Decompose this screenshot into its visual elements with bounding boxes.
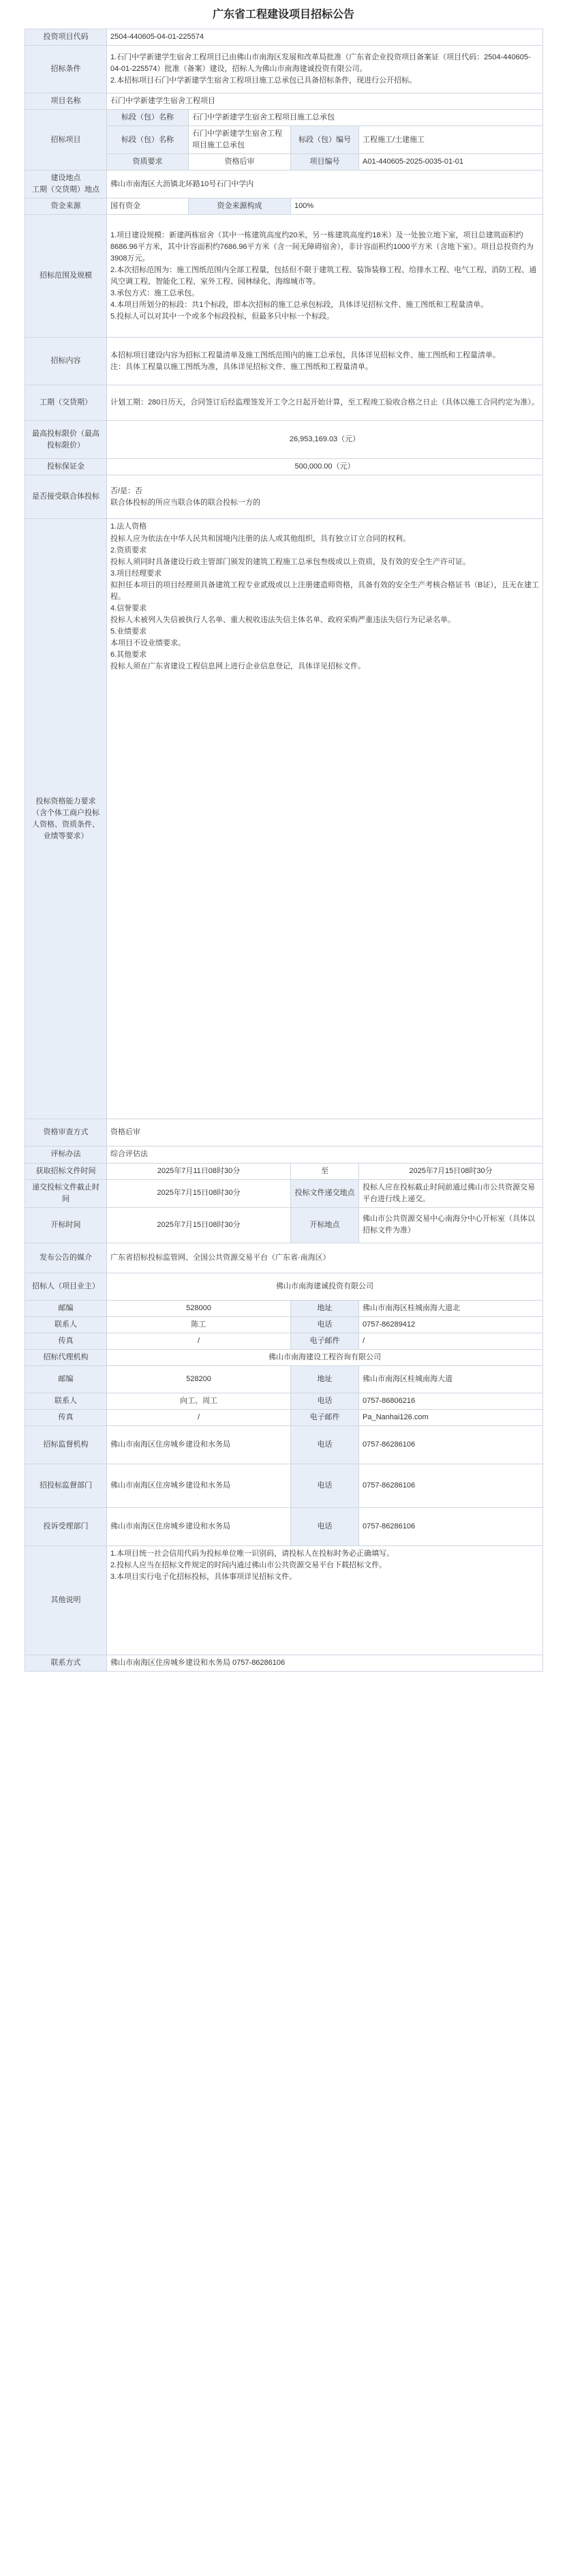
row-location (25, 171, 543, 198)
req-line: 拟担任本项目的项目经理须具备建筑工程专业贰级或以上注册建造师资格，具备有效的安全生产考核合格证书（B证），且无在建工程。 (110, 580, 539, 601)
condition-label: 招标条件 (25, 46, 107, 93)
owner-email-label: 电子邮件 (291, 1333, 359, 1349)
eval-value: 综合评估法 (107, 1146, 543, 1163)
submit-label: 递交投标文件截止时间 (25, 1179, 107, 1207)
owner-zip-label: 邮编 (25, 1300, 107, 1316)
agent-addr: 佛山市南海区桂城南海大道 (359, 1365, 543, 1393)
row-agent-addr (25, 1365, 543, 1393)
section-label: 招标项目 (25, 110, 107, 171)
row-tender (25, 338, 543, 385)
req-line: 投标人须同时具备建设行政主管部门颁发的建筑工程施工总承包叁级或以上资质，及有效的安全生产许可证。 (110, 557, 470, 566)
agent-addr-label: 地址 (291, 1365, 359, 1393)
price-value: 26,953,169.03（元） (107, 421, 543, 459)
union-line: 联合体投标的所应当联合体的联合投标一方的 (110, 498, 260, 507)
row-remark (25, 1545, 543, 1655)
sub-type: 工程施工/土建施工 (359, 126, 543, 154)
bid-section-label: 标段（包）名称 (107, 110, 189, 126)
period-label: 工期（交货期） (25, 385, 107, 421)
remark-content (107, 1545, 543, 1655)
req-line: 6.其他要求 (110, 650, 147, 659)
req-line: 投标人须在广东省建设工程信息网上进行企业信息登记，具体详见招标文件。 (110, 662, 365, 671)
agent-phone-label: 电话 (291, 1393, 359, 1409)
owner-phone: 0757-86289412 (359, 1316, 543, 1333)
req-content (107, 519, 543, 1119)
agent-fax: / (107, 1409, 291, 1425)
law-label: 招投标监督部门 (25, 1464, 107, 1507)
row-get-file (25, 1163, 543, 1179)
row-bid-section (25, 110, 543, 126)
req-label: 投标资格能力要求（含个体工商户投标人资格、资质条件、业绩等要求） (25, 519, 107, 1119)
row-media (25, 1243, 543, 1273)
supervise-phone: 0757-86286106 (359, 1425, 543, 1464)
remark-line: 1.本项目统一社会信用代码为投标单位唯一识别码，请投标人在投标时务必正确填写。 (110, 1549, 395, 1558)
get-file-label: 获取招标文件时间 (25, 1163, 107, 1179)
union-label: 是否接受联合体投标 (25, 475, 107, 519)
location-sub-label: 工期（交货期）地点 (32, 186, 99, 194)
location-label: 建设地点 (50, 174, 81, 183)
row-project-code (25, 29, 543, 46)
announcement-table (25, 29, 543, 1672)
row-open (25, 1207, 543, 1243)
review-value: 资格后审 (107, 1119, 543, 1146)
scope-line: 5.投标人可以对其中一个或多个标段投标，但最多只中标一个标段。 (110, 312, 335, 321)
contact-note-label: 联系方式 (25, 1655, 107, 1671)
open-loc: 佛山市公共资源交易中心南海分中心开标室（具体以招标文件为准） (359, 1207, 543, 1243)
complaint-phone: 0757-86286106 (359, 1507, 543, 1545)
agent-value: 佛山市南海建设工程咨询有限公司 (107, 1349, 543, 1365)
fund-label: 资金来源 (25, 198, 107, 215)
page-title: 广东省工程建设项目招标公告 (212, 8, 354, 20)
row-requirements (25, 519, 543, 1119)
row-scope (25, 215, 543, 338)
row-condition (25, 46, 543, 93)
row-complaint (25, 1507, 543, 1545)
item-code: A01-440605-2025-0035-01-01 (359, 154, 543, 171)
req-line: 3.项目经理要求 (110, 569, 162, 578)
condition-line: 2.本招标项目石门中学新建学生宿舍工程项目施工总承包已具备招标条件，现进行公开招标。 (110, 76, 417, 85)
get-file-to: 至 (291, 1163, 359, 1179)
row-submit (25, 1179, 543, 1207)
owner-value: 佛山市南海建诚投资有限公司 (107, 1273, 543, 1300)
submit-value: 2025年7月15日08时30分 (107, 1179, 291, 1207)
supervise-label: 招标监督机构 (25, 1425, 107, 1464)
req-line: 本项目不设业绩要求。 (110, 638, 185, 647)
row-agent-fax (25, 1409, 543, 1425)
media-label: 发布公告的媒介 (25, 1243, 107, 1273)
req-line: 投标人应为依法在中华人民共和国境内注册的法人或其他组织，具有独立订立合同的权利。 (110, 534, 410, 543)
owner-zip: 528000 (107, 1300, 291, 1316)
open-value: 2025年7月15日08时30分 (107, 1207, 291, 1243)
row-period (25, 385, 543, 421)
fund-ratio-label: 资金来源构成 (189, 198, 291, 215)
price-label: 最高投标限价（最高投标限价） (25, 421, 107, 459)
supervise-value: 佛山市南海区住房城乡建设和水务局 (107, 1425, 291, 1464)
owner-label: 招标人（项目业主） (25, 1273, 107, 1300)
bid-section-name: 石门中学新建学生宿舍工程项目施工总承包 (189, 110, 543, 126)
submit-loc: 投标人应在投标截止时间前通过佛山市公共资源交易平台进行线上递交。 (359, 1179, 543, 1207)
scope-line: 2.本次招标范围为：施工图纸范围内全部工程量，包括但不限于建筑工程、装饰装修工程、给排水工程、电气工程、消防工程、通风空调工程、智能化工程、室外工程、园林绿化、海绵城市等。 (110, 265, 537, 286)
condition-content (107, 46, 543, 93)
get-file-start: 2025年7月11日08时30分 (107, 1163, 291, 1179)
fund-value: 国有资金 (107, 198, 189, 215)
contact-note: 佛山市南海区住房城乡建设和水务局 0757-86286106 (107, 1655, 543, 1671)
row-supervise (25, 1425, 543, 1464)
agent-phone: 0757-86806216 (359, 1393, 543, 1409)
row-agent (25, 1349, 543, 1365)
open-label: 开标时间 (25, 1207, 107, 1243)
row-eval (25, 1146, 543, 1163)
agent-contact: 向工、周工 (107, 1393, 291, 1409)
period-content (107, 385, 543, 421)
project-name: 石门中学新建学生宿舍工程项目 (107, 93, 543, 110)
project-code-label: 投资项目代码 (25, 29, 107, 46)
eval-label: 评标办法 (25, 1146, 107, 1163)
law-value: 佛山市南海区住房城乡建设和水务局 (107, 1464, 291, 1507)
row-contact-note (25, 1655, 543, 1671)
agent-zip: 528200 (107, 1365, 291, 1393)
item-code-label: 项目编号 (291, 154, 359, 171)
remark-label: 其他说明 (25, 1545, 107, 1655)
row-owner-contact (25, 1316, 543, 1333)
review-label: 资格审查方式 (25, 1119, 107, 1146)
req-line: 4.信誉要求 (110, 604, 147, 612)
owner-phone-label: 电话 (291, 1316, 359, 1333)
req-line: 1.法人资格 (110, 522, 147, 531)
tender-line: 本招标项目建设内容为招标工程量清单及施工图纸范围内的施工总承包，具体详见招标文件、施工图纸和工程量清单。 (110, 351, 500, 359)
agent-zip-label: 邮编 (25, 1365, 107, 1393)
row-fund (25, 198, 543, 215)
scope-content (107, 215, 543, 338)
tender-content (107, 338, 543, 385)
req-line: 投标人未被列入失信被执行人名单、重大税收违法失信主体名单、政府采购严重违法失信行为记录名单。 (110, 615, 455, 624)
media-value: 广东省招标投标监管网、全国公共资源交易平台（广东省·南海区） (107, 1243, 543, 1273)
row-owner-fax (25, 1333, 543, 1349)
period-line: 计划工期：280日历天，合同签订后经监理签发开工令之日起开始计算，至工程竣工验收合格之日止（具体以施工合同约定为准）。 (110, 398, 539, 407)
submit-loc-label: 投标文件递交地点 (291, 1179, 359, 1207)
union-line: 否/是：否 (110, 486, 143, 495)
fund-ratio: 100% (291, 198, 543, 215)
scope-line: 1.项目建设规模：新建两栋宿舍（其中一栋建筑高度约20米，另一栋建筑高度约18米）及一处独立地下室，项目总建筑面积约8686.96平方米，其中计容面积约7686.96平方米（含一间无障碍宿舍），非计容面积约1000平方米（含地下室）。项目总投资约为3908万元。 (110, 231, 534, 263)
supervise-phone-label: 电话 (291, 1425, 359, 1464)
union-content (107, 475, 543, 519)
law-phone-label: 电话 (291, 1464, 359, 1507)
row-owner-addr (25, 1300, 543, 1316)
owner-email: / (359, 1333, 543, 1349)
agent-email-label: 电子邮件 (291, 1409, 359, 1425)
get-file-end: 2025年7月15日08时30分 (359, 1163, 543, 1179)
row-union (25, 475, 543, 519)
owner-contact-label: 联系人 (25, 1316, 107, 1333)
scope-line: 4.本项目所划分的标段：共1个标段，即本次招标的施工总承包标段，具体详见招标文件、施工图纸和工程量清单。 (110, 301, 489, 310)
qual-value: 资格后审 (189, 154, 291, 171)
bid-content-label: 标段（包）名称 (107, 126, 189, 154)
remark-line: 3.本项目实行电子化招标投标，具体事项详见招标文件。 (110, 1573, 297, 1582)
agent-label: 招标代理机构 (25, 1349, 107, 1365)
scope-label: 招标范围及规模 (25, 215, 107, 338)
row-review (25, 1119, 543, 1146)
req-line: 5.业绩要求 (110, 627, 147, 636)
agent-email: Pa_Nanhai126.com (359, 1409, 543, 1425)
complaint-phone-label: 电话 (291, 1507, 359, 1545)
req-line: 2.资质要求 (110, 546, 147, 554)
row-law (25, 1464, 543, 1507)
complaint-value: 佛山市南海区住房城乡建设和水务局 (107, 1507, 291, 1545)
row-deposit (25, 459, 543, 475)
owner-fax: / (107, 1333, 291, 1349)
complaint-label: 投诉受理部门 (25, 1507, 107, 1545)
remark-line: 2.投标人应当在招标文件规定的时间内通过佛山市公共资源交易平台下载招标文件。 (110, 1560, 387, 1569)
tender-label: 招标内容 (25, 338, 107, 385)
tender-line: 注：具体工程量以施工图纸为准，具体详见招标文件、施工图纸和工程量清单。 (110, 362, 373, 371)
row-owner (25, 1273, 543, 1300)
row-project-name (25, 93, 543, 110)
qual-label: 资质要求 (107, 154, 189, 171)
sub-type-label: 标段（包）编号 (291, 126, 359, 154)
agent-fax-label: 传真 (25, 1409, 107, 1425)
scope-line: 3.承包方式：施工总承包。 (110, 288, 200, 297)
owner-fax-label: 传真 (25, 1333, 107, 1349)
agent-contact-label: 联系人 (25, 1393, 107, 1409)
owner-addr-label: 地址 (291, 1300, 359, 1316)
project-name-label: 项目名称 (25, 93, 107, 110)
location: 佛山市南海区大沥镇北环路10号石门中学内 (107, 171, 543, 198)
law-phone: 0757-86286106 (359, 1464, 543, 1507)
deposit-label: 投标保证金 (25, 459, 107, 475)
open-loc-label: 开标地点 (291, 1207, 359, 1243)
bid-content: 石门中学新建学生宿舍工程项目施工总承包 (189, 126, 291, 154)
location-label-cell (25, 171, 107, 198)
condition-line: 1.石门中学新建学生宿舍工程项目已由佛山市南海区发展和改革局批准（广东省企业投资项目备案证（项目代码：2504-440605-04-01-225574）批准（备案）建设，招标人为佛山市南海建诚投资有限公司。 (110, 53, 531, 74)
row-agent-contact (25, 1393, 543, 1409)
owner-contact: 陈工 (107, 1316, 291, 1333)
owner-addr: 佛山市南海区桂城南海大道北 (359, 1300, 543, 1316)
project-code: 2504-440605-04-01-225574 (107, 29, 543, 46)
deposit-value: 500,000.00（元） (107, 459, 543, 475)
row-price (25, 421, 543, 459)
